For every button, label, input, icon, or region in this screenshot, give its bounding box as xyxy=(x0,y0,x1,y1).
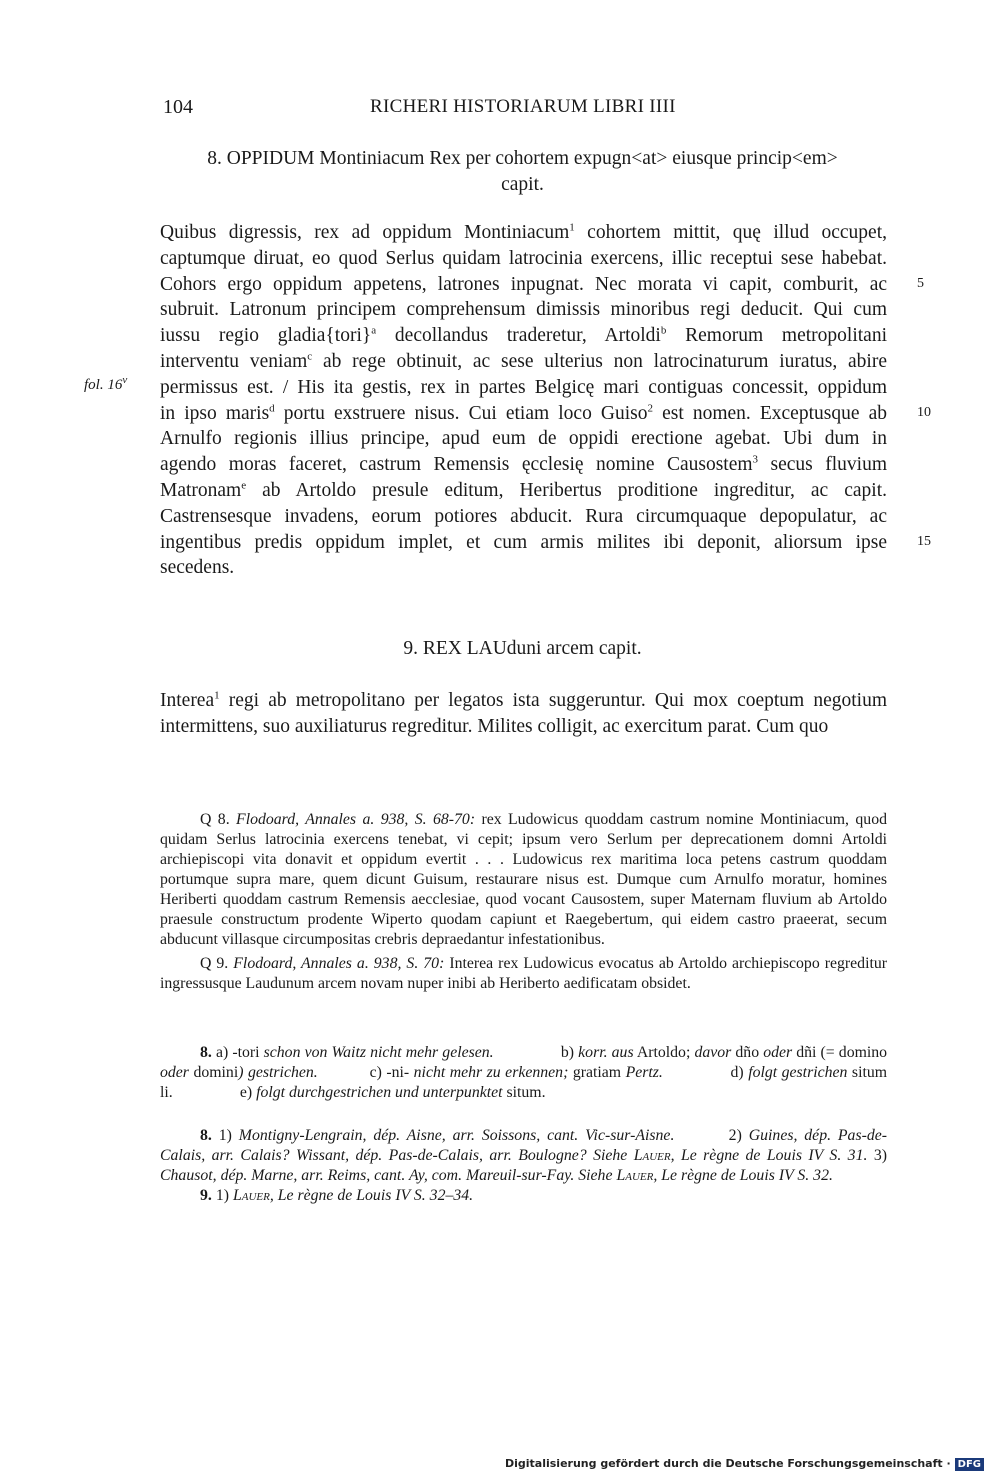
apparatus-b-comment-4: oder xyxy=(160,1064,189,1081)
source-q8-label: Q 8. xyxy=(200,811,230,828)
text-segment: iussu regio gladia{tori} xyxy=(160,325,372,347)
source-quotations xyxy=(160,810,887,994)
apparatus-b-text-2: dño xyxy=(735,1044,760,1061)
notes-8-2-rest: , Le règne de Louis IV S. 31. xyxy=(670,1147,868,1164)
text-segment: agendo moras faceret, castrum Remensis ęcclesię nomine Causostem xyxy=(160,454,753,476)
text-segment: ingentibus predis oppidum implet, et cum armis milites ibi deponit, aliorsum ipse xyxy=(160,531,887,553)
text-segment: ab rege obtinuit, ac sese ulterius non latrocinaturum iuratus, abire xyxy=(312,350,887,372)
apparatus-c-text: -ni- xyxy=(386,1064,410,1081)
text-segment: portu exstruere nisus. Cui etiam loco Guiso xyxy=(274,402,648,424)
source-q9-label: Q 9. xyxy=(200,955,229,972)
text-segment: cohortem mittit, quę illud occupet, xyxy=(574,222,887,243)
page-number: 104 xyxy=(163,96,193,118)
chapter9-line xyxy=(160,688,887,714)
chapter-8-body xyxy=(160,220,887,581)
notes-8-3-author: Lauer xyxy=(616,1167,654,1184)
notes-8 xyxy=(160,1126,887,1186)
notes-8-3-text: Chausot, dép. Marne, arr. Reims, cant. Ay, com. Mareuil-sur-Fay. Siehe xyxy=(160,1167,613,1184)
apparatus-d-key: d) xyxy=(730,1064,744,1081)
chapter-9-heading: 9. REX LAUduni arcem capit. xyxy=(403,638,642,659)
chapter-8-heading-line-2: capit. xyxy=(501,174,544,195)
footnote-marker: c xyxy=(307,350,313,363)
apparatus-c-text-2: gratiam xyxy=(572,1064,622,1081)
apparatus-d-text: situm li. xyxy=(160,1064,888,1101)
notes-8-2-author: Lauer xyxy=(633,1147,671,1164)
text-segment: Matronam xyxy=(160,479,242,501)
source-q8-text: rex Ludowicus quoddam castrum nomine Montiniacum, quod quidam Serlus latrocinia exercens tenebat, vi cepit; ipsum vero Serlum per deprecationem domni Artoldi archiepiscopi vita donavit et oppidum evertit . . . Ludowicus rex maritima loca petens castrum quoddam portumque supra mare, quem dicunt Guisum, restaurare nisus est. Dumque cum Arnulfo moratur, homines Heriberti quoddam castrum Remensis aecclesiae, quod vocant Causostem, super Maternam fluvium ab Artoldo praesule constructum prodente Wiperto quodam capiunt et Raegebertum, qui eidem castro praeerat, secum abducunt villasque circumpositas crebris depraedantur infestationibus. xyxy=(160,811,887,948)
verso-marker: v xyxy=(122,374,128,386)
text-segment: permissus est. / His ita gestis, rex in partes Belgicę mari contiguas concessit, oppidum xyxy=(160,376,887,398)
chapter8-line xyxy=(160,375,887,401)
line-number-5: 5 xyxy=(917,276,924,291)
apparatus-e-key: e) xyxy=(239,1084,253,1101)
footnote-marker: e xyxy=(241,479,247,492)
chapter8-line xyxy=(160,478,887,504)
footnote-marker: b xyxy=(660,324,667,337)
footnote-marker: 3 xyxy=(752,453,759,466)
chapter8-line xyxy=(160,272,887,298)
text-segment: est nomen. Exceptusque ab xyxy=(653,402,887,424)
chapter8-line xyxy=(160,504,887,530)
chapter-9-body xyxy=(160,688,887,740)
chapter8-line xyxy=(160,323,887,349)
apparatus-b-key: b) xyxy=(560,1044,575,1061)
chapter9-line xyxy=(160,714,887,740)
apparatus-b-text-5: domini xyxy=(193,1064,239,1081)
text-segment: decollandus traderetur, Artoldi xyxy=(376,325,661,347)
text-segment: regi ab metropolitano per legatos ista suggeruntur. Qui mox coeptum negotium xyxy=(219,690,887,711)
apparatus-a-key: a) xyxy=(215,1044,229,1061)
text-segment: Castrensesque invadens, eorum potiores abducit. Rura circumquaque depopulatur, ac xyxy=(160,505,887,527)
footnote-marker: a xyxy=(371,324,377,337)
footnote-marker: 1 xyxy=(214,689,220,702)
apparatus-d-comment: folgt gestrichen xyxy=(748,1064,848,1081)
text-segment: Arnulfo regionis illius principe, apud eum de oppidi erectione agebat. Ubi dum in xyxy=(160,428,887,450)
apparatus-b-comment-5: ) gestrichen. xyxy=(238,1064,318,1081)
text-segment: captumque diruat, eo quod Serlus quidam latrocinia exercens, illic receptui sese habebat. xyxy=(160,247,887,269)
apparatus-b-text-3: dñi xyxy=(796,1044,817,1061)
chapter8-line xyxy=(160,452,887,478)
apparatus-b-open: (= xyxy=(820,1044,835,1061)
line-number-10: 10 xyxy=(917,405,931,420)
apparatus-8 xyxy=(160,1043,887,1103)
footnote-marker: 1 xyxy=(569,221,575,234)
dfg-footer xyxy=(505,1457,984,1471)
text-segment: intermittens, suo auxiliaturus regreditur. Milites colligit, ac exercitum parat. Cum quo xyxy=(160,715,829,737)
notes-9 xyxy=(160,1186,887,1206)
apparatus-c-comment: nicht mehr zu erkennen; xyxy=(413,1064,569,1081)
apparatus-b-text-1: Artoldo; xyxy=(636,1044,691,1061)
text-segment: subruit. Latronum principem comprehensum dimissis minoribus regi deducit. Qui cum xyxy=(160,299,887,321)
text-segment: in ipso maris xyxy=(160,402,270,424)
notes-8-2-key: 2) xyxy=(728,1127,742,1144)
chapter8-line xyxy=(160,297,887,323)
chapter8-line xyxy=(160,401,887,427)
text-segment: Quibus digressis, rex ad oppidum Montiniacum xyxy=(160,222,570,243)
apparatus-b-comment-1: korr. aus xyxy=(578,1044,634,1061)
text-segment: interventu veniam xyxy=(160,350,308,372)
notes-9-1-rest: , Le règne de Louis IV S. 32–34. xyxy=(269,1187,474,1204)
chapter-8-heading xyxy=(160,146,885,198)
notes-8-2-text: Guines, dép. Pas-de-Calais, arr. Calais? Wissant, dép. Pas-de-Calais, arr. Boulogne? Siehe xyxy=(160,1127,888,1164)
chapter8-line xyxy=(160,246,887,272)
footnote-marker: d xyxy=(269,402,275,415)
text-segment: Interea xyxy=(160,690,215,711)
notes-9-1-author: Lauer xyxy=(232,1187,270,1204)
apparatus-c-comment-2: Pertz. xyxy=(625,1064,663,1081)
chapter8-line xyxy=(160,220,887,246)
folio-margin-note: fol. 16$^v$ xyxy=(84,374,128,393)
source-q9-text: Interea rex Ludowicus evocatus ab Artoldo archiepiscopo regreditur ingressusque Laudunum arcem novam nuper inibi ab Heriberto aedificatam obsidet. xyxy=(160,955,888,992)
apparatus-e-text: situm. xyxy=(506,1084,546,1101)
footnote-marker: 2 xyxy=(647,402,653,415)
apparatus-a-text: -tori xyxy=(232,1044,260,1061)
footer-text: Digitalisierung gefördert durch die Deutsche Forschungsgemeinschaft · xyxy=(504,1457,951,1470)
chapter8-line xyxy=(160,555,887,581)
chapter8-line xyxy=(160,349,887,375)
chapter-8-heading-line-1: 8. OPPIDUM Montiniacum Rex per cohortem expugn<at> eiusque princip<em> xyxy=(207,148,838,169)
line-number-15: 15 xyxy=(917,534,931,549)
dfg-logo: DFG xyxy=(955,1458,984,1471)
historical-notes xyxy=(160,1126,887,1206)
apparatus-c-key: c) xyxy=(369,1064,382,1081)
source-q9-ref: Flodoard, Annales a. 938, S. 70: xyxy=(233,955,445,972)
apparatus-b-text-4: domino xyxy=(838,1044,888,1061)
text-segment: ab Artoldo presule editum, Heribertus proditione ingreditur, ac capit. xyxy=(246,479,887,501)
apparatus-b-comment-3: oder xyxy=(763,1044,793,1061)
notes-9-label: 9. xyxy=(200,1187,212,1204)
chapter8-line xyxy=(160,530,887,556)
notes-8-3-key: 3) xyxy=(873,1147,888,1164)
text-segment: secus fluvium xyxy=(758,454,887,476)
apparatus-a-comment: schon von Waitz nicht mehr gelesen. xyxy=(263,1044,494,1061)
notes-9-1-key: 1) xyxy=(215,1187,229,1204)
chapter8-line xyxy=(160,426,887,452)
text-segment: Cohors ergo oppidum appetens, latrones inpugnat. Nec morata vi capit, comburit, ac xyxy=(160,273,887,295)
notes-8-1-text: Montigny-Lengrain, dép. Aisne, arr. Soissons, cant. Vic-sur-Aisne. xyxy=(238,1127,675,1144)
source-q9 xyxy=(160,954,887,994)
apparatus-b-comment-2: davor xyxy=(694,1044,732,1061)
source-q8 xyxy=(160,810,887,950)
text-segment: secedens. xyxy=(160,557,235,579)
notes-8-1-key: 1) xyxy=(218,1127,232,1144)
apparatus-label: 8. xyxy=(200,1044,212,1061)
running-title: RICHERI HISTORIARUM LIBRI IIII xyxy=(370,96,676,117)
critical-apparatus xyxy=(160,1043,887,1103)
notes-8-3-rest: , Le règne de Louis IV S. 32. xyxy=(653,1167,833,1184)
apparatus-e-comment: folgt durchgestrichen und unterpunktet xyxy=(256,1084,503,1101)
text-segment: Remorum metropolitani xyxy=(666,325,887,347)
notes-8-label: 8. xyxy=(200,1127,212,1144)
source-q8-ref: Flodoard, Annales a. 938, S. 68-70: xyxy=(236,811,476,828)
